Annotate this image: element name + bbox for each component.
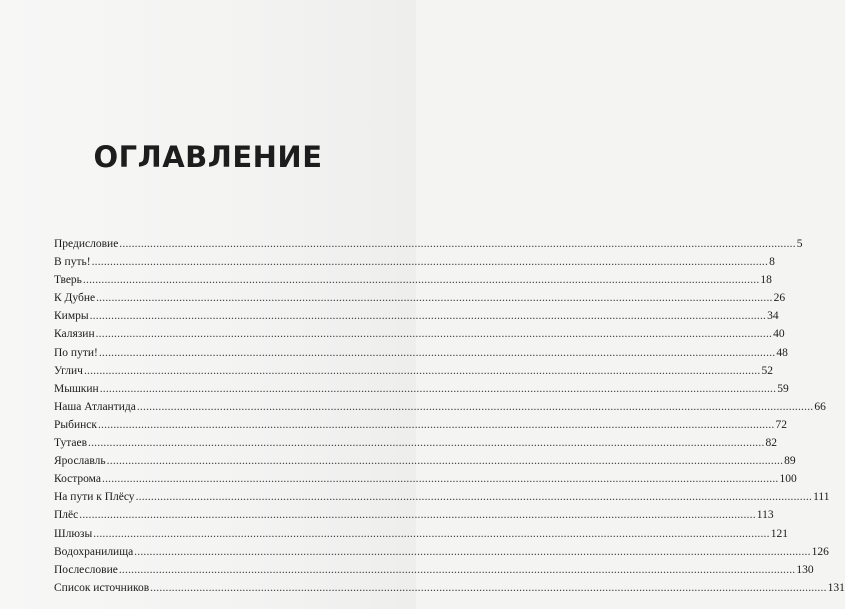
dot-leader: ............................................................................................................................................................................................................................ <box>102 473 779 486</box>
toc-entry <box>54 470 797 488</box>
toc-entry-title: В путь! <box>54 256 91 269</box>
toc-entry <box>54 434 778 452</box>
dot-leader: ............................................................................................................................................................................................................................ <box>136 400 814 413</box>
toc-entry-title: Предисловие <box>54 238 119 250</box>
dot-leader: ............................................................................................................................................................................................................................ <box>93 527 770 540</box>
toc-entry-page: 121 <box>770 527 788 540</box>
toc-entry-page: 18 <box>760 274 772 287</box>
toc-entry-title: Ярославль <box>54 455 106 468</box>
dot-leader: ............................................................................................................................................................................................................................ <box>88 437 765 450</box>
toc-entry <box>54 488 830 506</box>
dot-leader: ............................................................................................................................................................................................................................ <box>135 491 813 504</box>
dot-leader: ............................................................................................................................................................................................................................ <box>150 581 827 594</box>
dot-leader: ............................................................................................................................................................................................................................ <box>118 563 796 576</box>
toc-entry-page: 48 <box>776 346 788 359</box>
toc-entry-page: 82 <box>765 437 778 450</box>
toc-entry-page: 111 <box>813 491 830 504</box>
toc-entry <box>54 325 785 343</box>
toc-entry-page: 72 <box>775 418 787 431</box>
page-title: ОГЛАВЛЕНИЕ <box>93 140 323 174</box>
toc-entry <box>54 307 779 325</box>
toc-entry <box>54 543 829 561</box>
dot-leader: ............................................................................................................................................................................................................................ <box>96 292 773 305</box>
dot-leader: ............................................................................................................................................................................................................................ <box>89 310 767 323</box>
toc-entry-title: Углич <box>54 364 83 377</box>
toc-entry-page: 131 <box>827 581 845 594</box>
toc-entry <box>54 398 826 416</box>
dot-leader: ............................................................................................................................................................................................................................ <box>99 382 777 395</box>
toc-entry-page: 113 <box>756 509 774 522</box>
toc-entry <box>54 344 788 362</box>
toc-entry-title: Водохранилища <box>54 545 134 558</box>
dot-leader: ............................................................................................................................................................................................................................ <box>98 346 776 359</box>
toc-entry <box>54 271 772 289</box>
toc-entry-page: 5 <box>796 238 803 250</box>
toc-entry-page: 34 <box>767 310 779 323</box>
dot-leader: ............................................................................................................................................................................................................................ <box>95 328 773 341</box>
toc-entry-title: Список источников <box>54 581 150 594</box>
toc-entry-page: 100 <box>779 473 797 486</box>
dot-leader: ............................................................................................................................................................................................................................ <box>91 256 769 269</box>
toc-entry <box>54 235 803 253</box>
toc-entry <box>54 506 774 524</box>
toc-entry-page: 66 <box>814 400 826 413</box>
toc-entry-title: Тверь <box>54 274 82 287</box>
toc-entry <box>54 362 773 380</box>
dot-leader: ............................................................................................................................................................................................................................ <box>83 364 761 377</box>
toc-entry-title: По пути! <box>54 346 98 359</box>
dot-leader: ............................................................................................................................................................................................................................ <box>106 455 784 468</box>
toc-entry <box>54 380 789 398</box>
toc-entry <box>54 561 814 579</box>
toc-entry-page: 130 <box>796 563 814 576</box>
toc-entry <box>54 579 845 597</box>
toc-entry-title: К Дубне <box>54 292 96 305</box>
toc-entry-page: 59 <box>777 382 789 395</box>
toc-entry-page: 52 <box>761 364 773 377</box>
toc-entry-title: Тутаев <box>54 437 88 450</box>
dot-leader: ............................................................................................................................................................................................................................ <box>97 418 775 431</box>
toc-entry-page: 126 <box>811 545 829 558</box>
toc-entry-page: 89 <box>784 455 796 468</box>
toc-entry-title: Рыбинск <box>54 418 97 431</box>
toc-entry-title: Послесловие <box>54 563 118 576</box>
dot-leader: ............................................................................................................................................................................................................................ <box>79 509 756 522</box>
toc-entry <box>54 289 786 307</box>
toc-entry-title: Шлюзы <box>54 527 93 540</box>
toc-entry <box>54 525 788 543</box>
toc-entry-title: Кострома <box>54 473 101 486</box>
toc-entry-title: Мышкин <box>54 382 99 395</box>
toc-entry-title: Калязин <box>54 328 95 341</box>
dot-leader: ............................................................................................................................................................................................................................ <box>119 238 796 250</box>
toc-entry <box>54 416 787 434</box>
toc-entry-title: На пути к Плёсу <box>54 491 135 504</box>
toc-entry-page: 26 <box>773 292 786 305</box>
toc-entry-title: Наша Атлантида <box>54 400 136 413</box>
dot-leader: ............................................................................................................................................................................................................................ <box>134 545 811 558</box>
toc-entry-page: 40 <box>773 328 785 341</box>
toc-entry-page: 8 <box>769 256 775 269</box>
table-of-contents <box>54 235 845 597</box>
toc-entry-title: Плёс <box>54 509 79 522</box>
toc-entry <box>54 253 775 271</box>
toc-entry-title: Кимры <box>54 310 89 323</box>
dot-leader: ............................................................................................................................................................................................................................ <box>82 274 760 287</box>
toc-entry <box>54 452 796 470</box>
